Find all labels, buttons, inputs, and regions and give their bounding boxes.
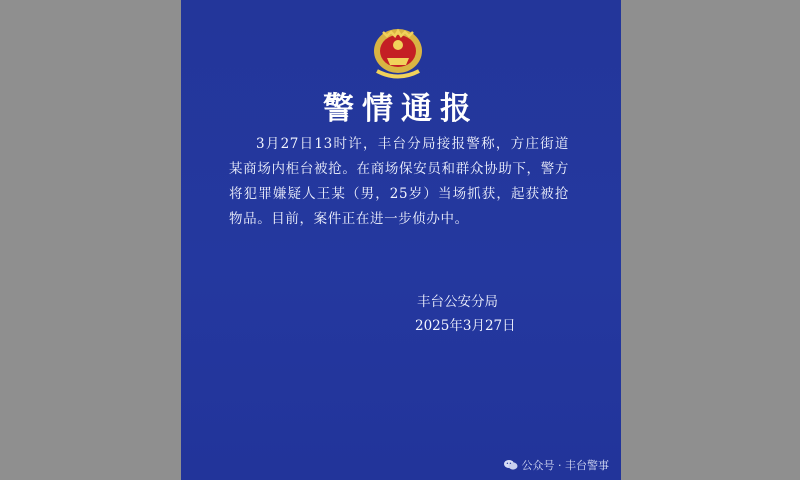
signature-block	[415, 290, 516, 338]
police-emblem-icon	[369, 27, 427, 79]
notice-title: 警情通报	[323, 91, 479, 127]
signature-organization: 丰台公安分局	[417, 294, 498, 310]
wechat-watermark	[504, 457, 610, 473]
notice-body: 3月27日13时许，丰台分局接报警称，方庄街道某商场内柜台被抢。在商场保安员和群众协助下，警方将犯罪嫌疑人王某（男，25岁）当场抓获，起获被抢物品。目前，案件正在进一步侦办中。	[229, 136, 569, 227]
wechat-icon	[504, 459, 518, 471]
signature-date: 2025年3月27日	[415, 318, 516, 334]
police-notice-card	[181, 0, 621, 480]
watermark-text: 公众号 · 丰台警事	[521, 459, 609, 472]
